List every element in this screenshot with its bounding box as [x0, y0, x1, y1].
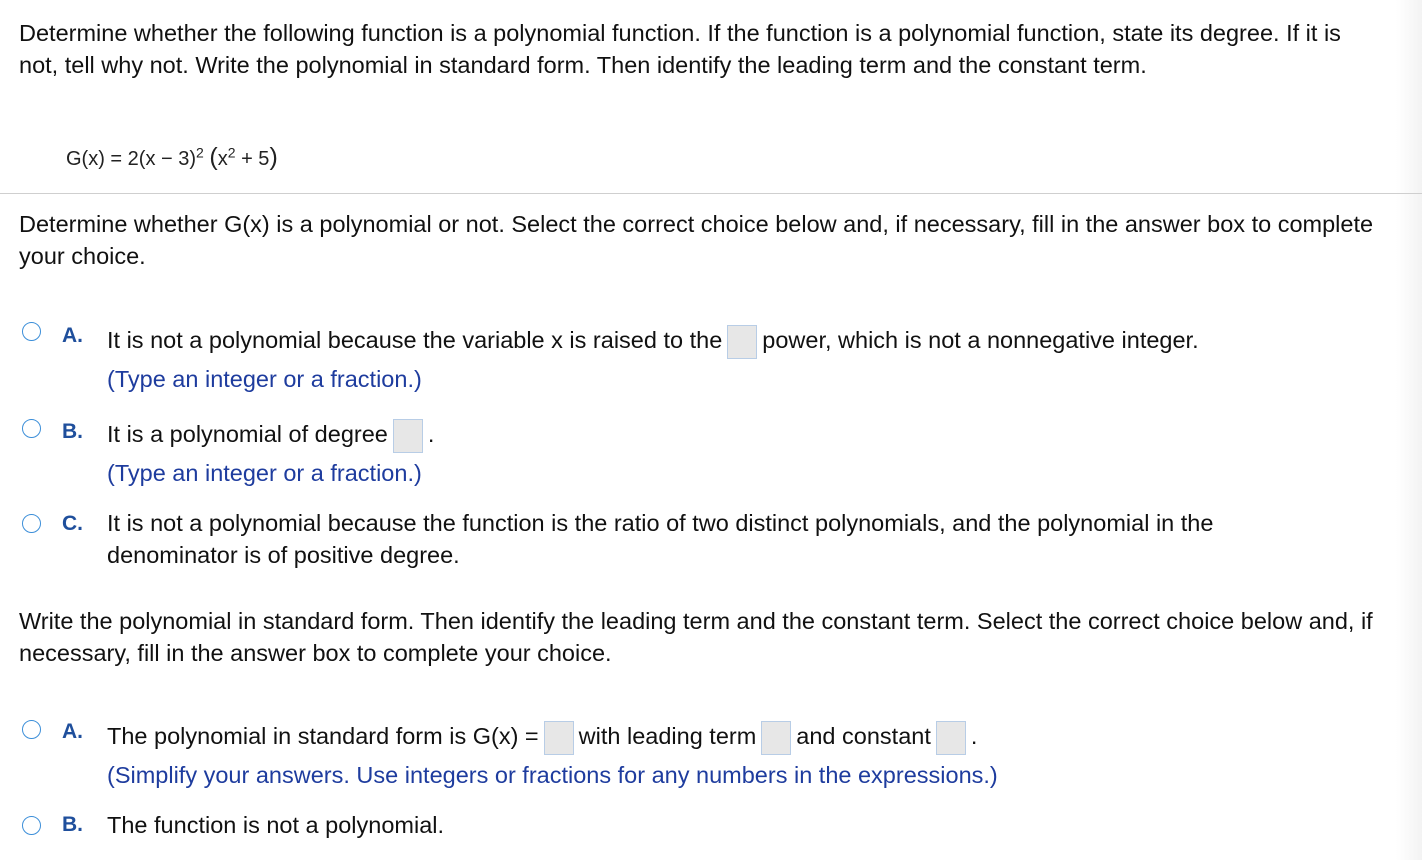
part1-option-c-line2: denominator is of positive degree. [107, 542, 460, 568]
part1-option-b-before: It is a polynomial of degree [107, 421, 388, 447]
equation-exponent-1: 2 [196, 144, 204, 161]
part2-option-a-radio[interactable] [22, 720, 41, 739]
part1-option-b-text [107, 418, 434, 453]
part2-option-a-letter: A. [62, 720, 83, 743]
section-divider [0, 193, 1422, 194]
part2-option-b-letter: B. [62, 813, 83, 836]
part1-option-b-after: . [427, 421, 435, 447]
part2-option-b-text: The function is not a polynomial. [107, 812, 445, 838]
part1-option-a-hint: (Type an integer or a fraction.) [107, 366, 422, 392]
equation-plus-five: + 5 [235, 148, 270, 170]
function-equation [66, 143, 278, 172]
instructions-text: Determine whether the following function is a polynomial function. If the function is a polynomial function, state its degree. If it is not, tell why not. Write the polynomial in standard form. Then identify the leading term and the constant term. [19, 20, 1341, 78]
part2-option-a-t4: . [970, 723, 978, 749]
part1-option-b-hint: (Type an integer or a fraction.) [107, 460, 422, 486]
part1-option-c-line1: It is not a polynomial because the function is the ratio of two distinct polynomials, and the polynomial in the [107, 510, 1214, 536]
part2-option-a-text [107, 720, 977, 755]
part1-option-c-radio[interactable] [22, 514, 41, 533]
part2-option-b-radio[interactable] [22, 816, 41, 835]
part1-degree-answer-box[interactable] [393, 419, 423, 453]
equation-close-paren: ) [269, 143, 278, 171]
right-edge-shadow [1396, 0, 1422, 860]
part1-option-b-letter: B. [62, 420, 83, 443]
part1-option-c-letter: C. [62, 512, 83, 535]
part2-option-a-t1: The polynomial in standard form is G(x) = [107, 723, 539, 749]
equation-open-paren: ( [209, 143, 218, 171]
part1-option-a-text [107, 324, 1199, 359]
part1-option-a-radio[interactable] [22, 322, 41, 341]
leading-term-answer-box[interactable] [761, 721, 791, 755]
part2-option-a-hint: (Simplify your answers. Use integers or fractions for any numbers in the expressions.) [107, 762, 998, 788]
equation-exponent-2: 2 [227, 144, 236, 161]
constant-term-answer-box[interactable] [936, 721, 966, 755]
part2-prompt: Write the polynomial in standard form. Then identify the leading term and the constant term. Select the correct choice below and, if necessary, fill in the answer box to complete your choice. [19, 608, 1373, 666]
part1-option-a-before: It is not a polynomial because the variable x is raised to the [107, 327, 723, 353]
part1-option-a-letter: A. [62, 324, 83, 347]
part1-option-b-radio[interactable] [22, 419, 41, 438]
equation-lhs: G(x) = 2(x − 3) [66, 148, 197, 170]
standard-form-answer-box[interactable] [544, 721, 574, 755]
equation-x: x [217, 148, 228, 170]
part1-power-answer-box[interactable] [727, 325, 757, 359]
part2-option-a-t3: and constant [796, 723, 931, 749]
part1-prompt: Determine whether G(x) is a polynomial or not. Select the correct choice below and, if necessary, fill in the answer box to complete your choice. [19, 211, 1374, 269]
part2-option-a-t2: with leading term [578, 723, 757, 749]
part1-option-a-after: power, which is not a nonnegative integer. [762, 327, 1199, 353]
